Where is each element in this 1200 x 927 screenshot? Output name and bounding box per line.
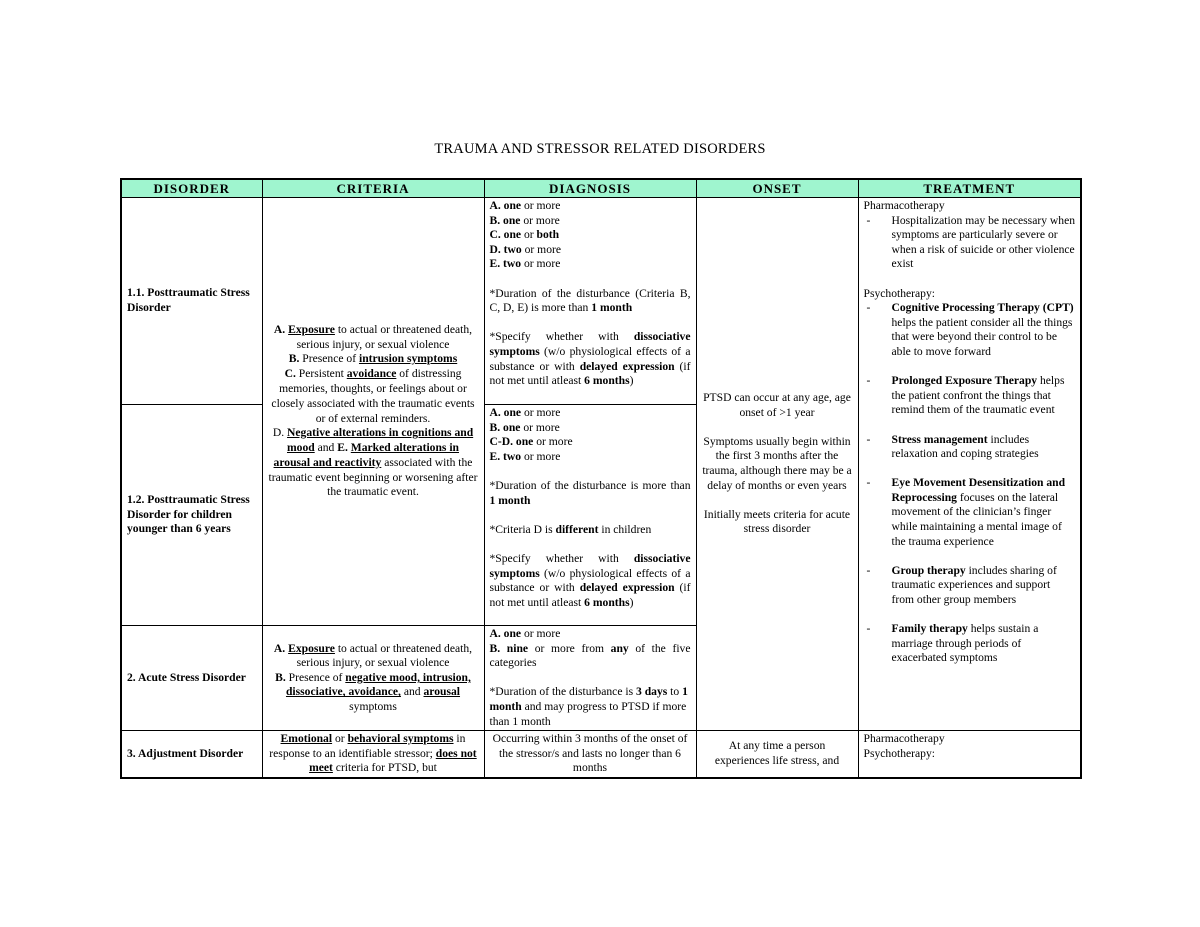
disorder-name: 2. Acute Stress Disorder: [127, 670, 246, 684]
header-treatment: TREATMENT: [858, 179, 1081, 198]
header-row: [121, 179, 1081, 198]
diagnosis-cell: A. one or more B. one or more C. one or both D. two or more E. two or more *Duration of the disturbance (Criteria B, C, D, E) is more than 1 month *Specify whether with dissociative symptoms (w/o physiological effects of a substance or with delayed expression (if not met until atleast 6 months): [484, 198, 696, 405]
diagnosis-cell: A. one or more B. one or more C-D. one or more E. two or more *Duration of the disturbance is more than 1 month *Criteria D is different in children *Specify whether with dissociative symptoms (w/o physiological effects of a substance or with delayed expression (if not met until atleast 6 months): [484, 405, 696, 626]
disorders-table: [120, 178, 1082, 779]
header-disorder: DISORDER: [121, 179, 262, 198]
treatment-cell: Pharmacotherapy Psychotherapy:: [858, 731, 1081, 778]
criteria-cell: A. Exposure to actual or threatened death, serious injury, or sexual violence B. Presence of intrusion symptoms C. Persistent avoidance of distressing memories, thoughts, or feelings about or closely associated with the traumatic events or of external reminders. D. Negative alterations in cognitions and mood and E. Marked alterations in arousal and reactivity associated with the traumatic event beginning or worsening after the traumatic event.: [262, 198, 484, 626]
header-criteria: CRITERIA: [262, 179, 484, 198]
criteria-cell: Emotional or behavioral symptoms in response to an identifiable stressor; does not meet criteria for PTSD, but: [262, 731, 484, 778]
header-onset: ONSET: [696, 179, 858, 198]
disorder-name: 3. Adjustment Disorder: [127, 746, 244, 760]
diagnosis-cell: A. one or more B. nine or more from any of the five categories *Duration of the disturbance is 3 days to 1 month and may progress to PTSD if more than 1 month: [484, 626, 696, 731]
page-title: TRAUMA AND STRESSOR RELATED DISORDERS: [434, 141, 766, 157]
treatment-cell: Pharmacotherapy - Hospitalization may be necessary when symptoms are particularly severe or when a risk of suicide or other violence exist Psychotherapy: - Cognitive Processing Therapy (CPT) helps the patient consider all the things that were beyond their control to be able to move forward - Prolonged Exposure Therapy helps the patient confront the things that remind them of the traumatic event - Stress management includes relaxation and coping strategies - Eye Movement Desensitization and Reprocessing focuses on the lateral movement of the clinician’s finger while maintaining a mental image of the trauma experience - Group therapy includes sharing of traumatic experiences and support from other group members - Family therapy helps sustain a marriage through periods of exacerbated symptoms: [858, 198, 1081, 731]
onset-cell: PTSD can occur at any age, age onset of >1 year Symptoms usually begin within the first 3 months after the trauma, although there may be a delay of months or even years Initially meets criteria for acute stress disorder: [696, 198, 858, 731]
disorder-name: 1.1. Posttraumatic Stress Disorder: [127, 286, 250, 314]
criteria-cell: A. Exposure to actual or threatened death, serious injury, or sexual violence B. Presence of negative mood, intrusion, dissociative, avoidance, and arousal symptoms: [262, 626, 484, 731]
table-row: [121, 731, 1081, 778]
disorder-cell: [121, 626, 262, 731]
disorder-cell: [121, 405, 262, 626]
header-diagnosis: DIAGNOSIS: [484, 179, 696, 198]
diagnosis-cell: Occurring within 3 months of the onset of the stressor/s and lasts no longer than 6 months: [484, 731, 696, 778]
disorder-cell: [121, 198, 262, 405]
disorder-cell: [121, 731, 262, 778]
table-row: [121, 198, 1081, 405]
onset-cell: At any time a person experiences life stress, and: [696, 731, 858, 778]
disorder-name: 1.2. Posttraumatic Stress Disorder for children younger than 6 years: [127, 493, 250, 536]
